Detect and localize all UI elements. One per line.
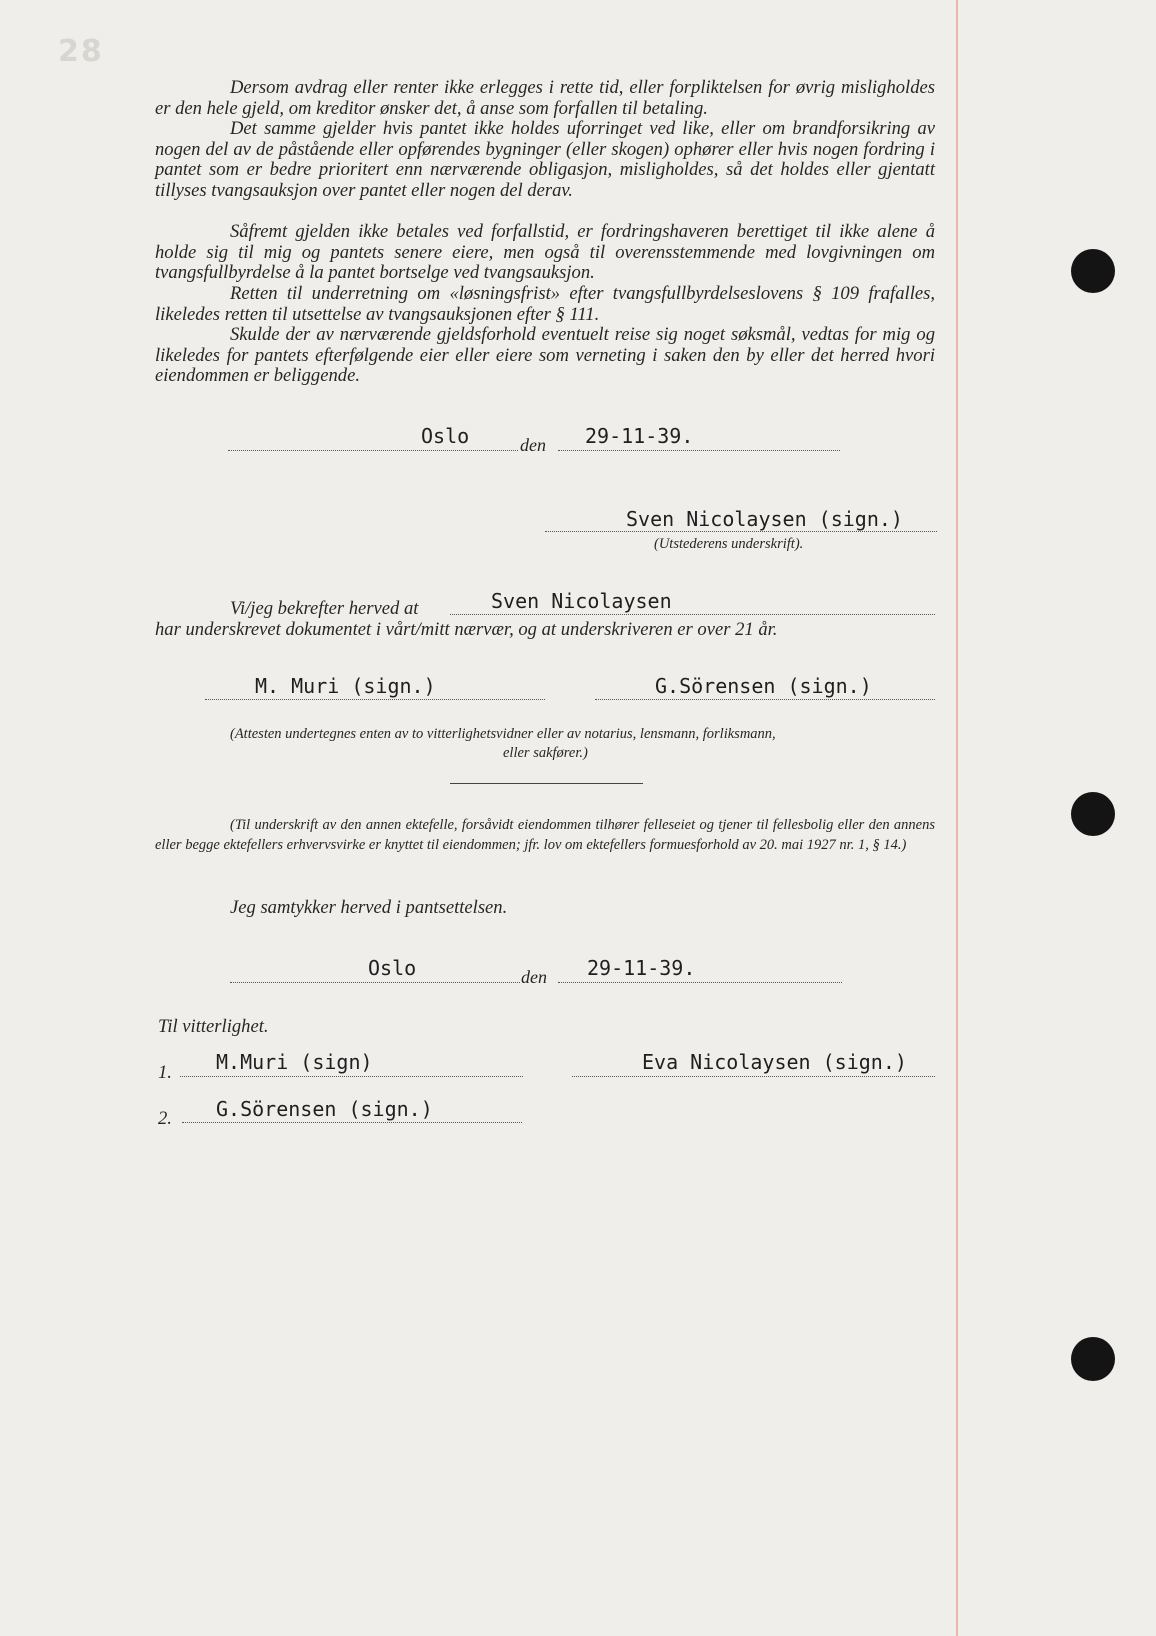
attest-name: Sven Nicolaysen: [491, 589, 672, 613]
paragraph-maturity: Såfremt gjelden ikke betales ved forfallstid, er fordringshaveren berettiget til ikke alene å holde sig til mig og pantets senere eiere, men også til overensstemmende med lovgivningen om tvangsfullbyrdelse å la pantet bortselge ved tvangsauksjon.: [155, 221, 935, 284]
witness-heading: Til vitterlighet.: [158, 1016, 269, 1037]
date-2: 29-11-39.: [587, 956, 696, 980]
witness-number-1: 1.: [158, 1062, 172, 1083]
issuer-caption: (Utstederens underskrift).: [654, 536, 804, 552]
attest-witness-1: M. Muri (sign.): [255, 674, 436, 698]
spouse-consent: Jeg samtykker herved i pantsettelsen.: [230, 897, 508, 918]
attest-prefix: Vi/jeg bekrefter herved at: [230, 598, 419, 619]
spouse-signature: Eva Nicolaysen (sign.): [642, 1050, 907, 1074]
attest-note-line-1: (Attesten undertegnes enten av to vitterlighetsvidner eller av notarius, lensmann, forliksmann,: [230, 726, 776, 742]
issuer-signature-line: [545, 531, 937, 532]
place-2: Oslo: [368, 956, 417, 980]
spouse-signature-line: [572, 1076, 935, 1077]
section-divider: [450, 783, 643, 784]
paragraph-venue: Skulde der av nærværende gjeldsforhold eventuelt reise sig noget søksmål, vedtas for mig og likeledes for pantets efterfølgende eier eller eiere som verneting i saken den by eller det herred hvori eiendommen er beliggende.: [155, 324, 935, 387]
witness-number-2: 2.: [158, 1108, 172, 1129]
margin-rule: [956, 0, 958, 1636]
attest-name-line: [450, 614, 935, 615]
binder-hole: [1071, 249, 1115, 293]
binder-hole: [1071, 1337, 1115, 1381]
place-line: [230, 982, 520, 983]
den-label: den: [521, 967, 547, 987]
place-1: Oslo: [421, 424, 470, 448]
binder-hole: [1071, 792, 1115, 836]
date-1: 29-11-39.: [585, 424, 694, 448]
spouse-witness-2-line: [182, 1122, 522, 1123]
attest-note-line-2: eller sakfører.): [503, 745, 588, 761]
spouse-witness-1: M.Muri (sign): [216, 1050, 373, 1074]
date-line: [558, 982, 842, 983]
place-line: [228, 450, 518, 451]
paragraph-notice: Retten til underretning om «løsningsfrist» efter tvangsfullbyrdelseslovens § 109 frafalles, likeledes retten til utsettelse av tvangsauksjonen efter § 111.: [155, 283, 935, 325]
attest-witness-2: G.Sörensen (sign.): [655, 674, 872, 698]
spouse-witness-1-line: [180, 1076, 523, 1077]
paragraph-insurance: Det samme gjelder hvis pantet ikke holdes uforringet ved like, eller om brandforsikring av nogen del av de påstående eller opførendes bygninger (eller skogen) ophører eller hvis nogen fordring i pantet som er bedre prioritert enn nærværende obligasjon, misligholdes, så det holdes eller gjentatt tillyses tvangsauksjon over pantet eller nogen del derav.: [155, 118, 935, 201]
den-label: den: [520, 435, 546, 455]
paragraph-default: Dersom avdrag eller renter ikke erlegges i rette tid, eller forpliktelsen for øvrig misligholdes er den hele gjeld, om kreditor ønsker det, å anse som forfallen til betaling.: [155, 77, 935, 119]
date-line: [558, 450, 840, 451]
issuer-signature: Sven Nicolaysen (sign.): [626, 507, 903, 531]
spouse-note: (Til underskrift av den annen ektefelle, forsåvidt eiendommen tilhører felleseiet og tjener til fellesbolig eller den annens eller begge ektefellers erhvervsvirke er knyttet til eiendommen; jfr. lov om ektefellers formuesforhold av 20. mai 1927 nr. 1, § 14.): [155, 817, 935, 853]
page-number-mark: 28: [58, 34, 104, 69]
attest-statement: har underskrevet dokumentet i vårt/mitt nærvær, og at underskriveren er over 21 år.: [155, 619, 778, 640]
witness-1-line: [205, 699, 545, 700]
spouse-witness-2: G.Sörensen (sign.): [216, 1097, 433, 1121]
witness-2-line: [595, 699, 935, 700]
